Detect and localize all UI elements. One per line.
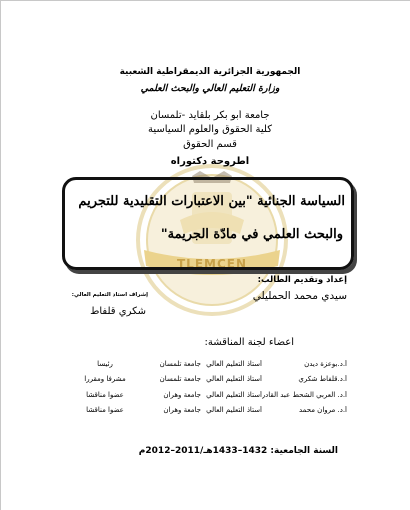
committee-row [0,360,410,372]
faculty-name: كلية الحقوق والعلوم السياسية [148,124,272,135]
thesis-title-line-1: السياسة الجنائية "بين الاعتبارات التقليدية للتجريم [78,194,345,209]
member-name: أ.د. العربي الشحط عبد القادر [262,391,347,399]
member-rank: أستاذ التعليم العالي [206,375,262,383]
committee-row [0,375,410,387]
student-label: إعداد وتقديم الطالب: [257,275,347,285]
academic-year: السنة الجامعية: 1432–1433هـ/2011–2012م [138,446,338,456]
member-rank: أستاذ التعليم العالي [206,391,262,399]
ministry-name: وزارة التعليم العالي والبحث العلمي [140,83,280,94]
student-name: سيدي محمد الحمليلي [252,290,347,302]
republic-name: الجمهورية الجزائرية الديمقراطية الشعبية [119,67,301,77]
member-role: مشرفا ومقررا [84,375,126,383]
committee-row [0,406,410,418]
member-university: جامعة تلمسان [159,360,201,368]
university-name: جامعة أبو بكر بلقايد -تلمسان [150,110,270,121]
degree-type: أطروحة دكتوراه [170,156,250,167]
committee-heading: أعضاء لجنة المناقشة: [204,337,294,348]
member-name: أ.د.قلفاط شكري [298,375,347,383]
committee-row [0,391,410,403]
thesis-title-line-2: والبحث العلمي في مادّة الجريمة" [160,227,343,242]
logo-text: TLEMCEN [176,257,248,271]
member-name: أ.د. مروان محمد [298,406,347,414]
member-university: جامعة وهران [163,391,201,399]
member-name: أ.د.بوعزة ديدن [304,360,347,368]
member-role: رئيسا [97,360,113,368]
member-rank: أستاذ التعليم العالي [206,360,262,368]
supervisor-label: إشراف أستاذ التعليم العالي: [71,292,148,298]
thesis-title-box [62,177,354,270]
supervisor-name: شكري قلفاط [90,306,146,317]
member-role: عضوا مناقشا [86,406,124,414]
member-role: عضوا مناقشا [86,391,124,399]
member-university: جامعة وهران [163,406,201,414]
member-university: جامعة تلمسان [159,375,201,383]
member-rank: أستاذ التعليم العالي [206,406,262,414]
department-name: قسم الحقوق [183,139,237,150]
